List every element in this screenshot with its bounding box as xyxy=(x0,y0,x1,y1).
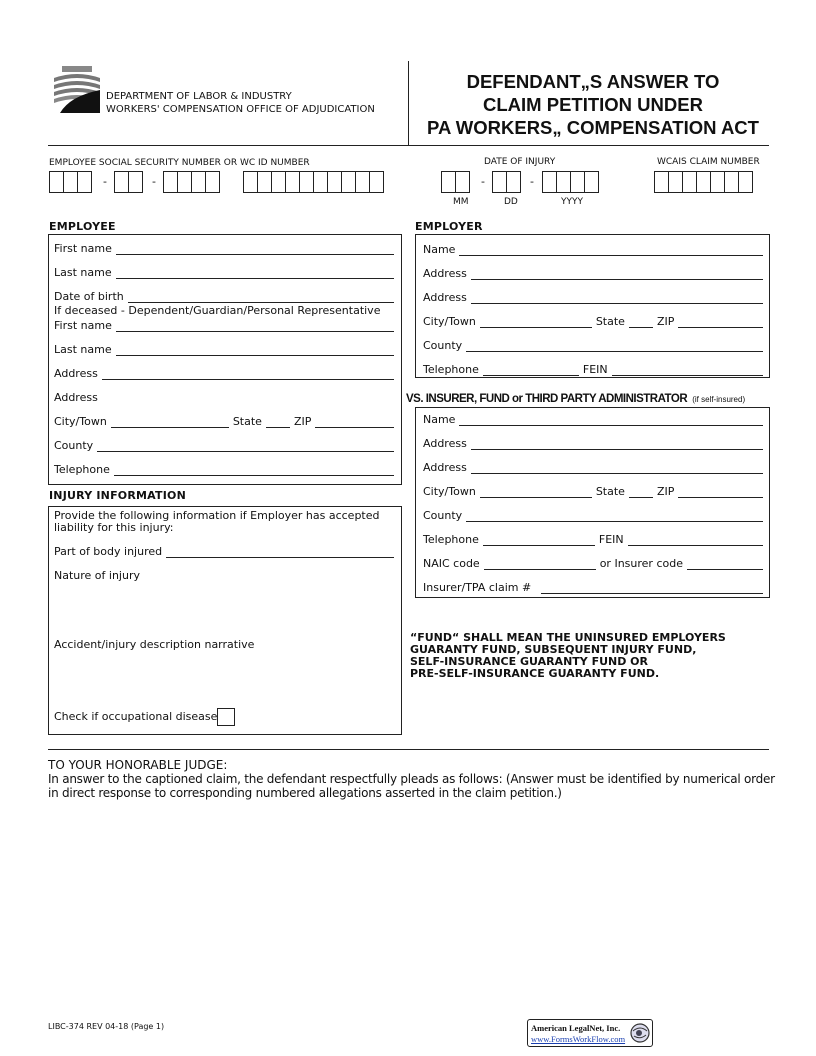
nature-label: Nature of injury xyxy=(54,569,140,582)
employer-fein-label: FEIN xyxy=(582,363,608,376)
employer-zip-input[interactable] xyxy=(678,317,763,328)
last-name-label: Last name xyxy=(54,266,112,279)
insurer-fein-input[interactable] xyxy=(628,535,763,546)
answer-text xyxy=(48,758,775,800)
ssn-dash-1: - xyxy=(103,175,107,188)
employer-city-label: City/Town xyxy=(423,315,476,328)
naic-input[interactable] xyxy=(484,559,596,570)
rep-first-name-input[interactable] xyxy=(116,321,394,332)
employee-county-row xyxy=(54,438,394,452)
ssn-part-1[interactable] xyxy=(49,171,91,193)
dob-input[interactable] xyxy=(128,292,394,303)
answer-line-1: In answer to the captioned claim, the defendant respectfully pleads as follows: (Answer must be identified by numerical order xyxy=(48,772,775,786)
occupational-disease-checkbox[interactable] xyxy=(217,708,235,726)
answer-line-2: in direct response to corresponding numbered allegations asserted in the claim petition.) xyxy=(48,786,562,800)
employer-address-input-1[interactable] xyxy=(471,269,763,280)
employer-county-row xyxy=(423,338,763,352)
employer-state-label: State xyxy=(595,315,625,328)
vendor-name: American LegalNet, Inc. xyxy=(531,1023,621,1033)
insurer-address-label-2: Address xyxy=(423,461,467,474)
employer-address-label-2: Address xyxy=(423,291,467,304)
employee-address-row-1 xyxy=(54,366,394,380)
employee-heading: EMPLOYEE xyxy=(49,220,116,233)
employee-telephone-label: Telephone xyxy=(54,463,110,476)
title-line-2: CLAIM PETITION UNDER xyxy=(483,94,703,115)
insurer-address-input-2[interactable] xyxy=(471,463,763,474)
rep-first-name-row xyxy=(54,318,394,332)
first-name-input[interactable] xyxy=(116,244,394,255)
ssn-part-2[interactable] xyxy=(114,171,142,193)
insurer-zip-label: ZIP xyxy=(656,485,675,498)
insurer-county-label: County xyxy=(423,509,463,522)
vendor-url[interactable]: www.FormsWorkFlow.com xyxy=(531,1034,626,1044)
employee-first-name-row xyxy=(54,241,394,255)
employer-telephone-input[interactable] xyxy=(483,365,579,376)
ssn-label: EMPLOYEE SOCIAL SECURITY NUMBER OR WC ID NUMBER xyxy=(49,158,310,168)
employer-county-input[interactable] xyxy=(466,341,763,352)
form-id: LIBC-374 REV 04-18 (Page 1) xyxy=(48,1022,165,1031)
employee-state-label: State xyxy=(232,415,262,428)
insurer-name-input[interactable] xyxy=(459,415,763,426)
employee-address-row-2 xyxy=(54,390,394,404)
employee-county-label: County xyxy=(54,439,94,452)
injury-box xyxy=(48,506,402,735)
deceased-note: If deceased - Dependent/Guardian/Personal Representative xyxy=(54,304,381,317)
insurer-county-row xyxy=(423,508,763,522)
employee-address-input-1[interactable] xyxy=(102,369,394,380)
insurer-name-row xyxy=(423,412,763,426)
insurer-zip-input[interactable] xyxy=(678,487,763,498)
insurer-address-row-1 xyxy=(423,436,763,450)
employer-county-label: County xyxy=(423,339,463,352)
insurer-address-row-2 xyxy=(423,460,763,474)
insurer-city-row xyxy=(423,484,763,498)
insurer-claim-input[interactable] xyxy=(541,583,763,594)
insurer-address-input-1[interactable] xyxy=(471,439,763,450)
fund-note xyxy=(410,632,726,680)
header-divider xyxy=(408,61,409,145)
insurer-naic-row xyxy=(423,556,763,570)
insurer-claim-label: Insurer/TPA claim # xyxy=(423,581,532,594)
employer-city-row xyxy=(423,314,763,328)
wcais-claim-boxes[interactable] xyxy=(654,171,752,193)
insurer-state-label: State xyxy=(595,485,625,498)
dob-label: Date of birth xyxy=(54,290,124,303)
title-line-3: PA WORKERS„ COMPENSATION ACT xyxy=(427,117,759,138)
insurer-address-label-1: Address xyxy=(423,437,467,450)
employer-telephone-row xyxy=(423,362,763,376)
employer-telephone-label: Telephone xyxy=(423,363,479,376)
employer-name-input[interactable] xyxy=(459,245,763,256)
narrative-label: Accident/injury description narrative xyxy=(54,638,255,651)
insurer-claim-row xyxy=(423,580,763,594)
employer-address-row-2 xyxy=(423,290,763,304)
insurer-telephone-input[interactable] xyxy=(483,535,595,546)
dd-label: DD xyxy=(504,197,518,207)
wcais-label: WCAIS CLAIM NUMBER xyxy=(657,157,760,167)
vendor-badge xyxy=(527,1019,653,1047)
rep-last-name-input[interactable] xyxy=(116,345,394,356)
body-rule xyxy=(48,749,769,750)
ssn-dash-2: - xyxy=(152,175,156,188)
salutation: TO YOUR HONORABLE JUDGE: xyxy=(48,758,228,772)
dept-line-1: DEPARTMENT OF LABOR & INDUSTRY xyxy=(106,91,292,102)
employer-name-label: Name xyxy=(423,243,456,256)
mm-label: MM xyxy=(453,197,469,207)
insurer-telephone-row xyxy=(423,532,763,546)
form-title xyxy=(410,70,776,139)
employee-state-input[interactable] xyxy=(266,417,290,428)
insurer-heading xyxy=(406,387,745,406)
employer-address-input-2[interactable] xyxy=(471,293,763,304)
globe-icon xyxy=(629,1022,651,1044)
insurer-county-input[interactable] xyxy=(466,511,763,522)
insurer-name-label: Name xyxy=(423,413,456,426)
fund-note-line-1: “FUND“ SHALL MEAN THE UNINSURED EMPLOYERS xyxy=(410,631,726,644)
employer-city-input[interactable] xyxy=(480,317,592,328)
body-part-row xyxy=(54,544,394,558)
injury-instructions: Provide the following information if Employer has accepted liability for this injury: xyxy=(54,509,380,534)
employer-name-row xyxy=(423,242,763,256)
employee-telephone-row xyxy=(54,462,394,476)
insurer-code-label: or Insurer code xyxy=(599,557,683,570)
employer-fein-input[interactable] xyxy=(612,365,763,376)
date-of-injury-label: DATE OF INJURY xyxy=(484,157,556,167)
employee-zip-input[interactable] xyxy=(315,417,394,428)
employee-address-label-1: Address xyxy=(54,367,98,380)
employee-city-label: City/Town xyxy=(54,415,107,428)
employee-county-input[interactable] xyxy=(97,441,394,452)
employer-state-input[interactable] xyxy=(629,317,653,328)
employer-zip-label: ZIP xyxy=(656,315,675,328)
employer-address-row-1 xyxy=(423,266,763,280)
dept-line-2: WORKERS' COMPENSATION OFFICE OF ADJUDICATION xyxy=(106,104,375,115)
naic-label: NAIC code xyxy=(423,557,480,570)
employee-last-name-row xyxy=(54,265,394,279)
insurer-telephone-label: Telephone xyxy=(423,533,479,546)
last-name-input[interactable] xyxy=(116,268,394,279)
date-dash-1: - xyxy=(481,175,485,188)
insurer-city-input[interactable] xyxy=(480,487,592,498)
employee-address-label-2: Address xyxy=(54,391,98,404)
fund-note-line-3: SELF-INSURANCE GUARANTY FUND OR xyxy=(410,655,649,668)
injury-month[interactable] xyxy=(441,171,469,193)
occupational-label: Check if occupational disease xyxy=(54,710,218,723)
wc-id-number-boxes[interactable] xyxy=(243,171,383,193)
insurer-heading-note: (if self-insured) xyxy=(692,395,746,404)
ssn-part-3[interactable] xyxy=(163,171,219,193)
injury-heading: INJURY INFORMATION xyxy=(49,489,186,502)
body-part-label: Part of body injured xyxy=(54,545,163,558)
rep-first-name-label: First name xyxy=(54,319,112,332)
header-rule xyxy=(48,145,769,146)
insurer-heading-text: VS. INSURER, FUND or THIRD PARTY ADMINISTRATOR xyxy=(406,393,688,405)
employer-heading: EMPLOYER xyxy=(415,220,483,233)
keystone-logo xyxy=(52,66,102,114)
employee-dob-row xyxy=(54,289,394,303)
employee-city-input[interactable] xyxy=(111,417,229,428)
keystone-logo-icon xyxy=(52,66,102,114)
insurer-code-input[interactable] xyxy=(687,559,763,570)
employee-zip-label: ZIP xyxy=(293,415,312,428)
fund-note-line-2: GUARANTY FUND, SUBSEQUENT INJURY FUND, xyxy=(410,643,697,656)
rep-last-name-row xyxy=(54,342,394,356)
insurer-fein-label: FEIN xyxy=(598,533,624,546)
employee-city-row xyxy=(54,414,394,428)
first-name-label: First name xyxy=(54,242,112,255)
insurer-city-label: City/Town xyxy=(423,485,476,498)
employee-telephone-input[interactable] xyxy=(114,465,394,476)
rep-last-name-label: Last name xyxy=(54,343,112,356)
injury-day[interactable] xyxy=(492,171,520,193)
insurer-state-input[interactable] xyxy=(629,487,653,498)
injury-year[interactable] xyxy=(542,171,598,193)
employer-address-label-1: Address xyxy=(423,267,467,280)
yyyy-label: YYYY xyxy=(561,197,583,207)
fund-note-line-4: PRE-SELF-INSURANCE GUARANTY FUND. xyxy=(410,667,660,680)
date-dash-2: - xyxy=(530,175,534,188)
body-part-input[interactable] xyxy=(166,547,394,558)
title-line-1: DEFENDANT„S ANSWER TO xyxy=(466,71,720,92)
